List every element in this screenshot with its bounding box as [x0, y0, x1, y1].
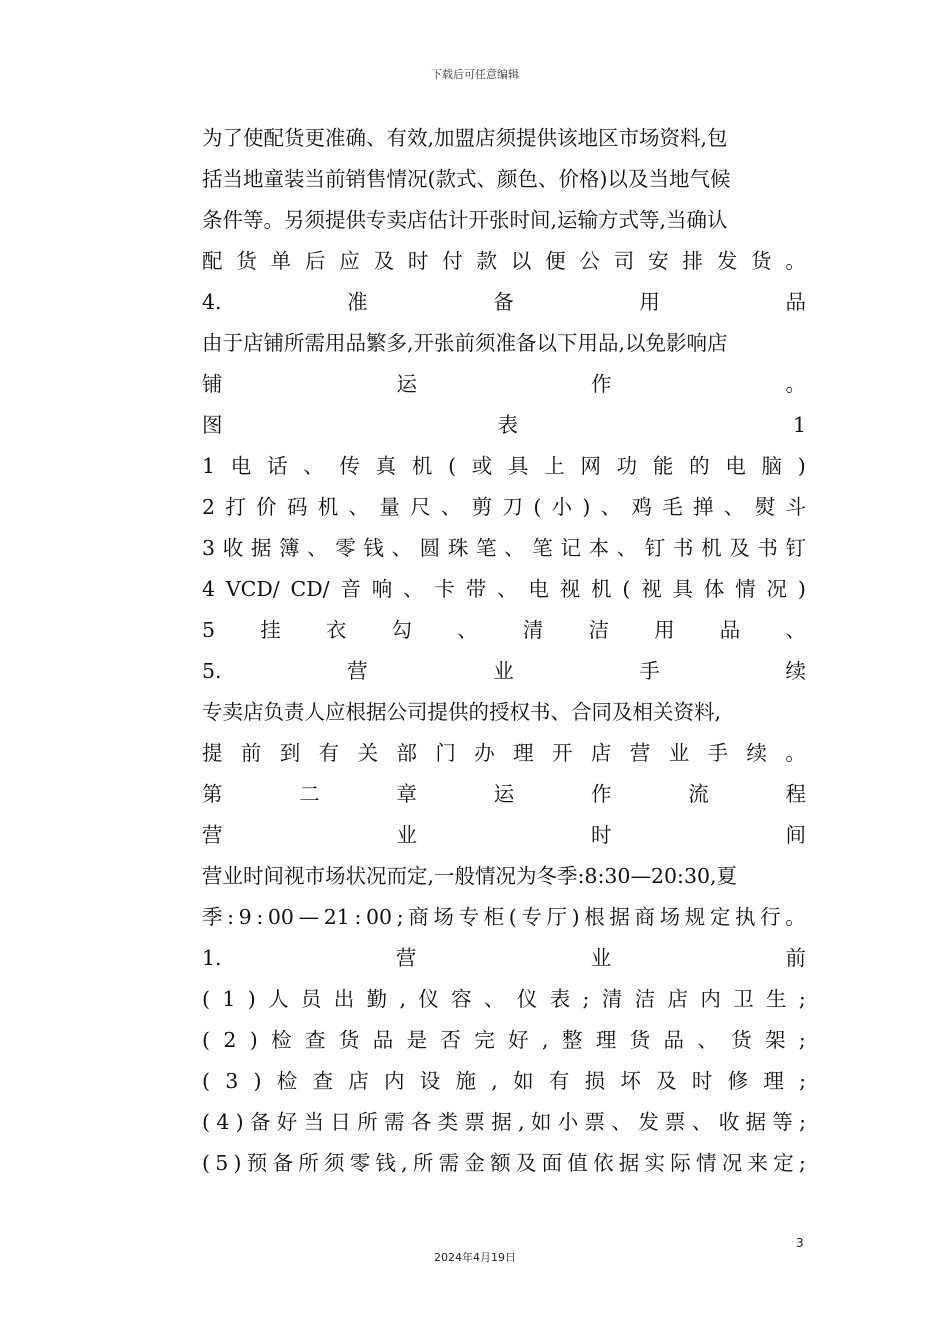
paragraph-line: 季 : 9 : 00 — 21 : 00 ; 商 场 专 柜 ( 专 厅 ) 根 据 商 场 规 定 执 行 。 [202, 905, 806, 929]
paragraph-line: 配 货 单 后 应 及 时 付 款 以 便 公 司 安 排 发 货 。 [202, 249, 806, 273]
paragraph-line: 2 打 价 码 机 、 量 尺 、 剪 刀 ( 小 ) 、 鸡 毛 掸 、 熨 斗 [202, 495, 806, 519]
paragraph-line: 条件等。另须提供专卖店估计开张时间,运输方式等,当确认 [202, 208, 728, 232]
paragraph-line: 为了使配货更准确、有效,加盟店须提供该地区市场资料,包 [202, 126, 728, 150]
paragraph-line: 1 电 话 、 传 真 机 ( 或 具 上 网 功 能 的 电 脑 ) [202, 454, 806, 478]
paragraph-line: 括当地童装当前销售情况(款式、颜色、价格)以及当地气候 [202, 167, 731, 191]
paragraph-line: 专卖店负责人应根据公司提供的授权书、合同及相关资料, [202, 700, 722, 724]
paragraph-line: 由于店铺所需用品繁多,开张前须准备以下用品,以免影响店 [202, 331, 728, 355]
paragraph-line: ( 2 ) 检 查 货 品 是 否 完 好 , 整 理 货 品 、 货 架 ; [202, 1028, 806, 1052]
paragraph-line: 图 表 1 [202, 413, 806, 437]
paragraph-line: 铺 运 作 。 [202, 372, 806, 396]
paragraph-line: 营 业 时 间 [202, 823, 806, 847]
paragraph-line: 4. 准 备 用 品 [202, 290, 806, 314]
page-header: 下载后可任意编辑 [431, 68, 519, 81]
paragraph-line: ( 1 ) 人 员 出 勤 , 仪 容 、 仪 表 ; 清 洁 店 内 卫 生 ; [202, 987, 806, 1011]
paragraph-line: 5 挂 衣 勾 、 清 洁 用 品 、 [202, 618, 806, 642]
footer-date: 2024年4月19日 [434, 1251, 516, 1264]
page-number: 3 [796, 1236, 804, 1250]
paragraph-line: 4 VCD/ CD/ 音 响 、 卡 带 、 电 视 机 ( 视 具 体 情 况 ) [202, 577, 806, 601]
paragraph-line: 提 前 到 有 关 部 门 办 理 开 店 营 业 手 续 。 [202, 741, 806, 765]
document-body [202, 118, 806, 1184]
paragraph-line: 3 收 据 簿 、 零 钱 、 圆 珠 笔 、 笔 记 本 、 钉 书 机 及 书 钉 [202, 536, 806, 560]
paragraph-line: ( 5 ) 预 备 所 须 零 钱 , 所 需 金 额 及 面 值 依 据 实 际 情 况 来 定 ; [202, 1151, 806, 1175]
paragraph-line: 营业时间视市场状况而定,一般情况为冬季:8:30—20:30,夏 [202, 864, 738, 888]
paragraph-line: 5. 营 业 手 续 [202, 659, 806, 683]
paragraph-line: 第 二 章 运 作 流 程 [202, 782, 806, 806]
paragraph-line: ( 4 ) 备 好 当 日 所 需 各 类 票 据 , 如 小 票 、 发 票 、 收 据 等 ; [202, 1110, 806, 1134]
paragraph-line: 1. 营 业 前 [202, 946, 806, 970]
paragraph-line: ( 3 ) 检 查 店 内 设 施 , 如 有 损 坏 及 时 修 理 ; [202, 1069, 806, 1093]
